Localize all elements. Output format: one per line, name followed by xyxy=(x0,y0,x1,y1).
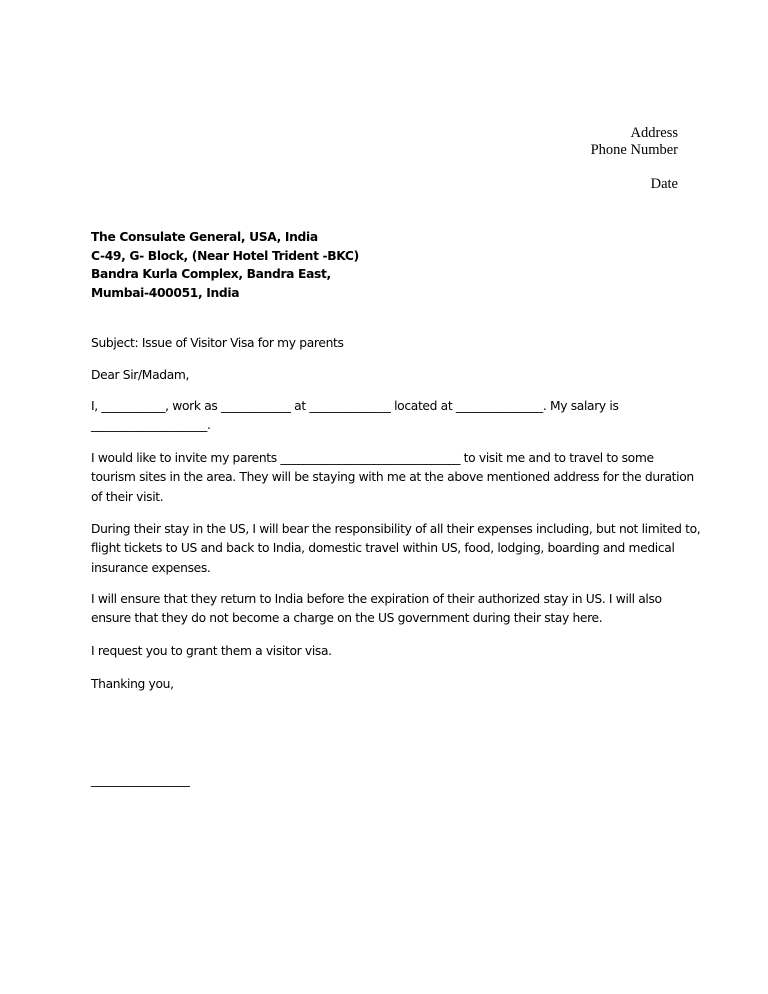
paragraph-line: tourism sites in the area. They will be staying with me at the above mentioned address for the duration xyxy=(91,470,694,485)
recipient-address-block xyxy=(91,228,691,302)
paragraph-line: ensure that they do not become a charge on the US government during their stay here. xyxy=(91,611,603,626)
sender-phone: Phone Number xyxy=(590,142,678,158)
paragraph-line: insurance expenses. xyxy=(91,560,211,575)
paragraph-expenses xyxy=(91,520,701,578)
recipient-line: C-49, G- Block, (Near Hotel Trident -BKC) xyxy=(91,248,359,263)
signature-line: _________________ xyxy=(91,773,190,787)
salutation: Dear Sir/Madam, xyxy=(91,368,190,382)
subject-line: Subject: Issue of Visitor Visa for my parents xyxy=(91,336,344,350)
closing-phrase: Thanking you, xyxy=(91,677,174,691)
paragraph-assurance xyxy=(91,590,691,629)
paragraph-line: ____________________. xyxy=(91,418,211,433)
paragraph-line: During their stay in the US, I will bear the responsibility of all their expenses including, but not limited to, xyxy=(91,522,701,536)
letter-date: Date xyxy=(650,176,678,192)
recipient-line: The Consulate General, USA, India xyxy=(91,230,318,244)
sender-address: Address xyxy=(630,125,678,141)
paragraph-employment xyxy=(91,397,651,436)
paragraph-line: of their visit. xyxy=(91,489,164,504)
paragraph-line: I would like to invite my parents _______________________________ to visit me and to travel to some xyxy=(91,451,654,465)
paragraph-line: I will ensure that they return to India before the expiration of their authorized stay in US. I will also xyxy=(91,592,662,606)
paragraph-invitation xyxy=(91,449,694,507)
paragraph-line: flight tickets to US and back to India, domestic travel within US, food, lodging, boarding and medical xyxy=(91,541,675,556)
recipient-line: Mumbai-400051, India xyxy=(91,285,240,300)
request-sentence: I request you to grant them a visitor visa. xyxy=(91,644,332,658)
sender-block xyxy=(591,125,678,193)
paragraph-line: I, ___________, work as ____________ at ______________ located at _______________. My salary is xyxy=(91,399,619,413)
recipient-line: Bandra Kurla Complex, Bandra East, xyxy=(91,267,331,281)
